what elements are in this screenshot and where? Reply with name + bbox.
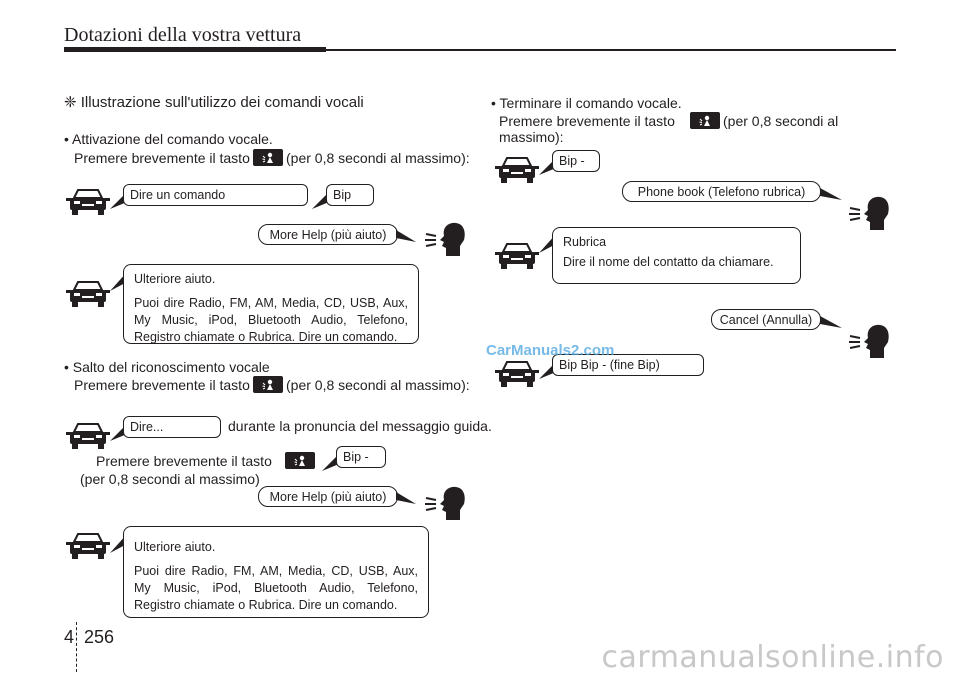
bubble-tail xyxy=(396,490,418,506)
voice-button-icon xyxy=(253,376,283,393)
bubble-dire-comando: Dire un comando xyxy=(123,184,308,206)
car-icon xyxy=(495,240,539,272)
speaking-head-icon xyxy=(848,194,892,226)
voice-button-icon xyxy=(253,149,283,166)
skip-instruction-post: (per 0,8 secondi al massimo): xyxy=(286,377,470,393)
car-icon xyxy=(495,358,539,390)
end-bullet: • Terminare il comando vocale. xyxy=(491,95,682,111)
rubrica-body: Dire il nome del contatto da chiamare. xyxy=(563,255,774,269)
end-instruction-post: (per 0,8 secondi al xyxy=(723,113,839,129)
page-section-number: 4 xyxy=(64,627,75,647)
page-number: 256 xyxy=(84,627,115,647)
speaking-head-icon xyxy=(424,220,468,252)
bubble-phone-book: Phone book (Telefono rubrica) xyxy=(622,181,821,202)
speaking-head-icon xyxy=(424,484,468,516)
bubble-bip: Bip xyxy=(326,184,374,206)
bubble-help-text xyxy=(123,526,429,618)
activation-instruction-pre: Premere brevemente il tasto xyxy=(74,150,250,166)
activation-instruction-post: (per 0,8 secondi al massimo): xyxy=(286,150,470,166)
voice-button-icon xyxy=(285,452,315,469)
car-icon xyxy=(66,186,110,218)
header-rule-thin xyxy=(326,49,896,51)
bubble-more-help: More Help (più aiuto) xyxy=(258,486,398,507)
bubble-rubrica xyxy=(552,227,801,284)
bubble-bip-end: Bip - xyxy=(552,150,600,172)
car-icon xyxy=(495,154,539,186)
help-title: Ulteriore aiuto. xyxy=(134,540,216,554)
skip-during-text: durante la pronuncia del messaggio guida. xyxy=(228,418,492,434)
bubble-cancel: Cancel (Annulla) xyxy=(711,309,821,330)
skip-bullet: • Salto del riconoscimento vocale xyxy=(64,359,270,375)
bubble-bip-bip-end: Bip Bip - (fine Bip) xyxy=(552,354,704,376)
skip-instruction-pre: Premere brevemente il tasto xyxy=(74,377,250,393)
end-instruction-pre: Premere brevemente il tasto xyxy=(499,113,675,129)
car-icon xyxy=(66,278,110,310)
watermark-text: CarManuals2.com xyxy=(486,342,615,359)
help-body: Puoi dire Radio, FM, AM, Media, CD, USB, Aux, My Music, iPod, Bluetooth Audio, Telefono, Registro chiamate o Rubrica. Dire un comando. xyxy=(134,296,408,344)
footer-divider xyxy=(76,622,77,672)
bubble-tail xyxy=(820,314,844,330)
help-body: Puoi dire Radio, FM, AM, Media, CD, USB, Aux, My Music, iPod, Bluetooth Audio, Telefono, Registro chiamate o Rubrica. Dire un comando. xyxy=(134,564,418,612)
section-heading: ❈ Illustrazione sull'utilizzo dei comandi vocali xyxy=(64,94,364,111)
bubble-help-text xyxy=(123,264,419,344)
bubble-dire: Dire... xyxy=(123,416,221,438)
voice-button-icon xyxy=(690,112,720,129)
activation-bullet: • Attivazione del comando vocale. xyxy=(64,131,273,147)
bubble-tail xyxy=(820,186,844,202)
header-rule-thick xyxy=(64,47,326,52)
bubble-more-help: More Help (più aiuto) xyxy=(258,224,398,245)
bubble-tail xyxy=(396,228,418,244)
car-icon xyxy=(66,530,110,562)
speaking-head-icon xyxy=(848,322,892,354)
rubrica-title: Rubrica xyxy=(563,235,607,249)
bubble-bip-skip: Bip - xyxy=(336,446,386,468)
car-icon xyxy=(66,420,110,452)
page-header-title: Dotazioni della vostra vettura xyxy=(64,24,302,46)
skip-press-line1: Premere brevemente il tasto xyxy=(96,453,272,469)
skip-press-line2: (per 0,8 secondi al massimo) xyxy=(80,471,260,487)
help-title: Ulteriore aiuto. xyxy=(134,272,216,286)
footer-site-watermark: carmanualsonline.info xyxy=(601,640,944,675)
end-instruction-line2: massimo): xyxy=(499,129,564,145)
